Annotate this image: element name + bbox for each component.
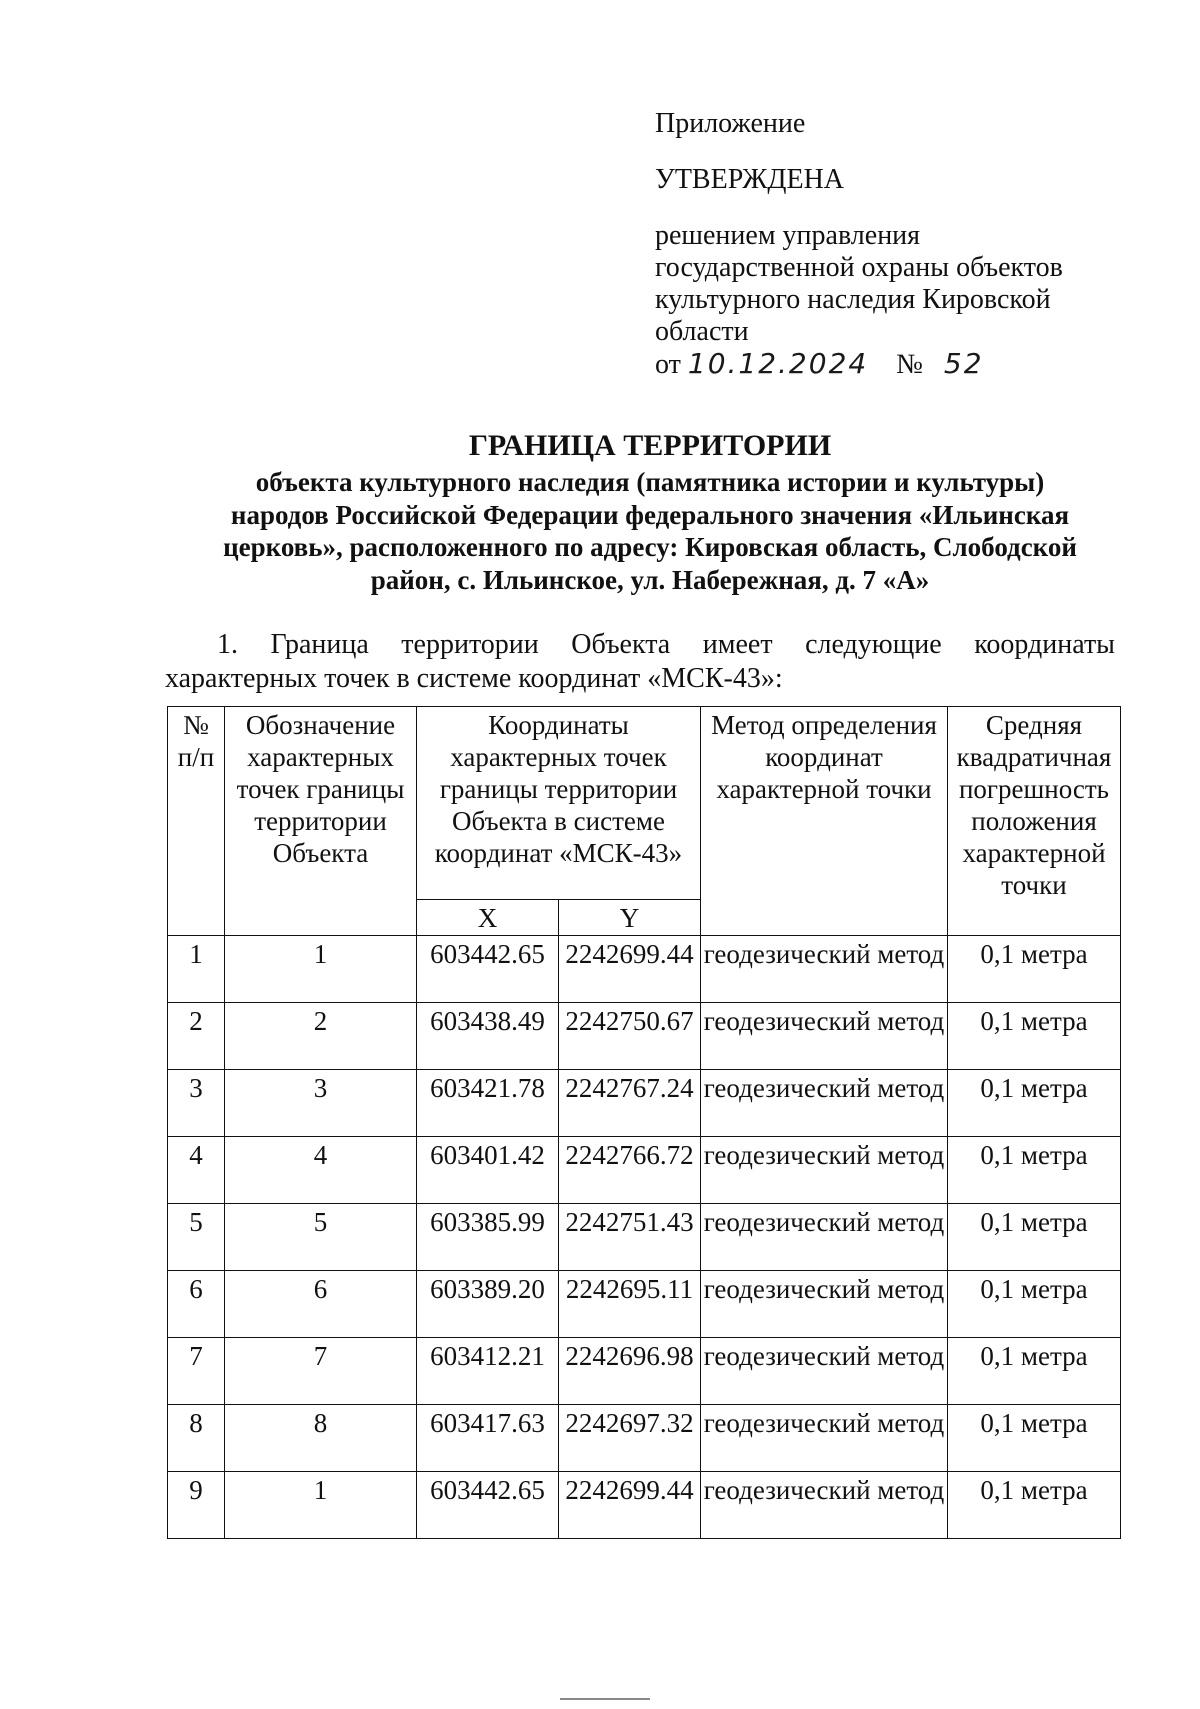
row-error-cell: 0,1 метра: [948, 1271, 1121, 1338]
row-num-cell: 5: [168, 1204, 225, 1271]
title-line: район, с. Ильинское, ул. Набережная, д. 7 «А»: [370, 564, 930, 595]
row-x-cell: 603442.65: [417, 936, 559, 1003]
intro-paragraph: 1. Граница территории Объекта имеет следующие координаты характерных точек в системе координат «МСК-43»:: [165, 629, 1115, 694]
row-y-cell: 2242696.98: [559, 1338, 701, 1405]
row-x-cell: 603401.42: [417, 1137, 559, 1204]
row-method-cell: геодезический метод: [701, 1204, 948, 1271]
date-number-line: [655, 348, 1125, 381]
row-point-cell: 6: [225, 1271, 417, 1338]
row-x-cell: 603412.21: [417, 1338, 559, 1405]
row-error-cell: 0,1 метра: [948, 936, 1121, 1003]
approval-block: [655, 108, 1125, 381]
table-row: [168, 1003, 1121, 1070]
table-row: [168, 1472, 1121, 1539]
decision-line: государственной охраны объектов: [655, 252, 1063, 283]
header-coords: Координаты характерных точек границы территории Объекта в системе координат «МСК-43»: [417, 707, 701, 900]
approved-label: УТВЕРЖДЕНА: [655, 164, 845, 195]
date-prefix: от: [655, 349, 681, 380]
row-point-cell: 1: [225, 1472, 417, 1539]
row-method-cell: геодезический метод: [701, 1070, 948, 1137]
row-error-cell: 0,1 метра: [948, 1338, 1121, 1405]
row-y-cell: 2242699.44: [559, 936, 701, 1003]
row-point-cell: 1: [225, 936, 417, 1003]
row-method-cell: геодезический метод: [701, 936, 948, 1003]
row-num-cell: 3: [168, 1070, 225, 1137]
table-row: [168, 1271, 1121, 1338]
row-method-cell: геодезический метод: [701, 1338, 948, 1405]
table-row: [168, 1204, 1121, 1271]
row-num-cell: 9: [168, 1472, 225, 1539]
row-error-cell: 0,1 метра: [948, 1472, 1121, 1539]
row-method-cell: геодезический метод: [701, 1137, 948, 1204]
row-error-cell: 0,1 метра: [948, 1070, 1121, 1137]
title-line: объекта культурного наследия (памятника истории и культуры): [255, 467, 1045, 497]
decision-line: культурного наследия Кировской: [655, 284, 1051, 315]
handwritten-number: 52: [943, 347, 984, 380]
row-num-cell: 4: [168, 1137, 225, 1204]
row-error-cell: 0,1 метра: [948, 1003, 1121, 1070]
row-x-cell: 603389.20: [417, 1271, 559, 1338]
row-num-cell: 7: [168, 1338, 225, 1405]
table-row: [168, 1070, 1121, 1137]
header-designation: Обозначение характерных точек границы территории Объекта: [225, 707, 417, 936]
row-method-cell: геодезический метод: [701, 1003, 948, 1070]
row-y-cell: 2242751.43: [559, 1204, 701, 1271]
table-row: [168, 1137, 1121, 1204]
row-point-cell: 7: [225, 1338, 417, 1405]
row-y-cell: 2242766.72: [559, 1137, 701, 1204]
decision-line: решением управления: [655, 220, 921, 251]
row-x-cell: 603385.99: [417, 1204, 559, 1271]
header-num: № п/п: [168, 707, 225, 936]
row-point-cell: 4: [225, 1137, 417, 1204]
table-row: [168, 1405, 1121, 1472]
row-x-cell: 603417.63: [417, 1405, 559, 1472]
row-num-cell: 8: [168, 1405, 225, 1472]
row-error-cell: 0,1 метра: [948, 1204, 1121, 1271]
appendix-label: Приложение: [655, 108, 806, 139]
title-line: церковь», расположенного по адресу: Кировская область, Слободской: [223, 532, 1077, 562]
row-point-cell: 5: [225, 1204, 417, 1271]
row-y-cell: 2242697.32: [559, 1405, 701, 1472]
row-num-cell: 2: [168, 1003, 225, 1070]
number-prefix: №: [896, 349, 923, 380]
row-y-cell: 2242699.44: [559, 1472, 701, 1539]
header-method: Метод определения координат характерной точки: [701, 707, 948, 936]
row-num-cell: 6: [168, 1271, 225, 1338]
title-main: ГРАНИЦА ТЕРРИТОРИИ: [468, 429, 832, 462]
row-error-cell: 0,1 метра: [948, 1405, 1121, 1472]
document-title: [140, 428, 1160, 596]
table-body: [168, 936, 1121, 1539]
table-row: [168, 1338, 1121, 1405]
row-num-cell: 1: [168, 936, 225, 1003]
row-method-cell: геодезический метод: [701, 1271, 948, 1338]
footer-mark: [560, 1698, 650, 1700]
coordinates-table: [167, 706, 1121, 1539]
row-error-cell: 0,1 метра: [948, 1137, 1121, 1204]
header-x: X: [417, 900, 559, 936]
row-point-cell: 8: [225, 1405, 417, 1472]
title-line: народов Российской Федерации федерального значения «Ильинская: [230, 499, 1070, 530]
row-method-cell: геодезический метод: [701, 1405, 948, 1472]
row-y-cell: 2242750.67: [559, 1003, 701, 1070]
row-y-cell: 2242767.24: [559, 1070, 701, 1137]
header-y: Y: [559, 900, 701, 936]
row-method-cell: геодезический метод: [701, 1472, 948, 1539]
handwritten-date: 10.12.2024: [687, 347, 869, 380]
row-point-cell: 2: [225, 1003, 417, 1070]
row-x-cell: 603442.65: [417, 1472, 559, 1539]
table-row: [168, 936, 1121, 1003]
row-x-cell: 603438.49: [417, 1003, 559, 1070]
row-x-cell: 603421.78: [417, 1070, 559, 1137]
row-point-cell: 3: [225, 1070, 417, 1137]
header-error: Средняя квадратичная погрешность положения характерной точки: [948, 707, 1121, 936]
row-y-cell: 2242695.11: [559, 1271, 701, 1338]
decision-line: области: [655, 316, 749, 347]
